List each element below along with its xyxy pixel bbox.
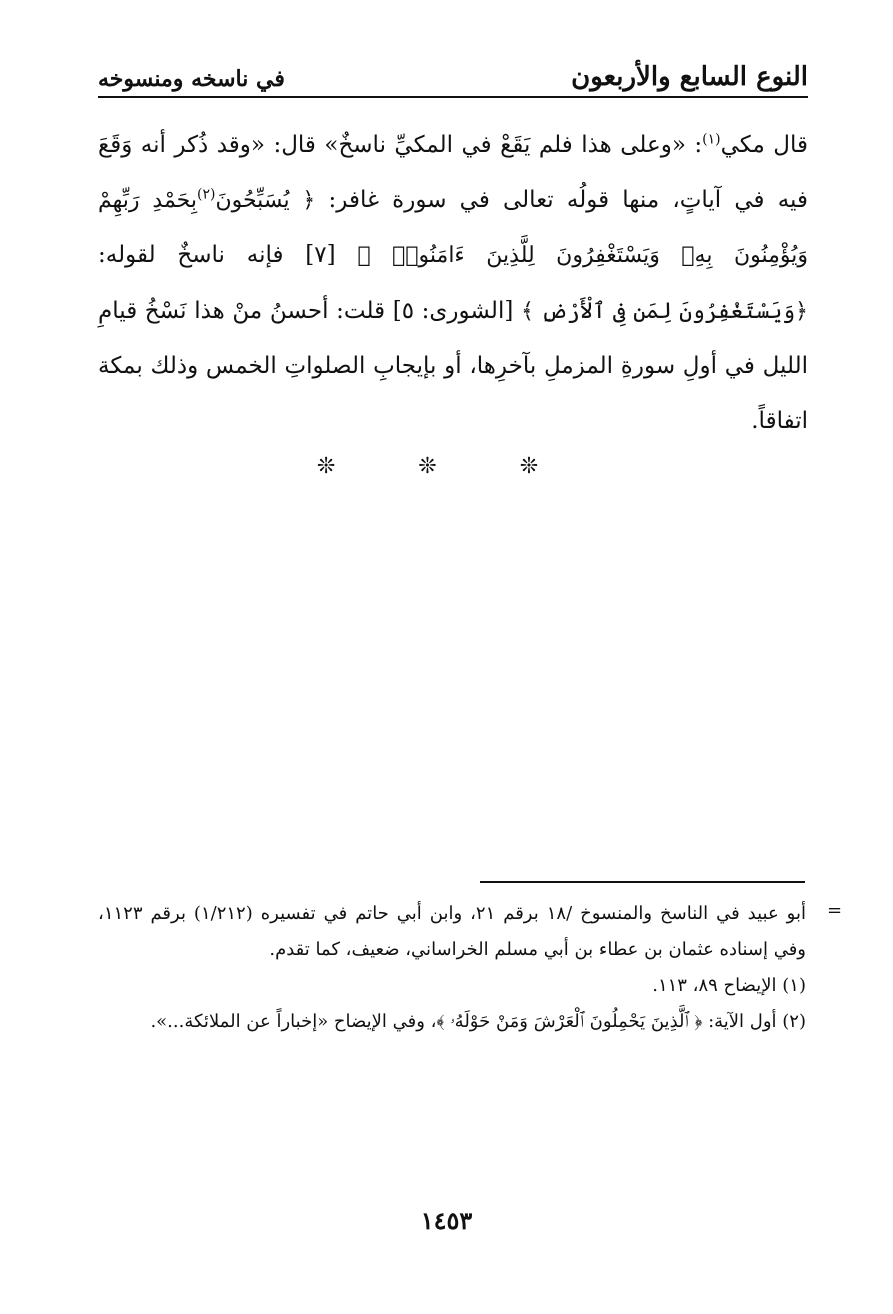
continuation-mark: = xyxy=(827,900,843,921)
page-number: ١٤٥٣ xyxy=(420,1206,473,1235)
chapter-title: النوع السابع والأربعون xyxy=(571,62,808,92)
footnotes xyxy=(98,896,806,1040)
main-paragraph xyxy=(98,118,808,448)
footnote-divider xyxy=(480,881,805,883)
text-run: (٢) أول الآية: xyxy=(708,1011,806,1032)
footnote-1: (١) الإيضاح ٨٩، ١١٣. xyxy=(652,975,806,996)
quran-verse: ﴿ يُسَبِّحُونَ xyxy=(215,187,316,213)
footnote-ref-2: (٢) xyxy=(196,185,216,202)
footnote-2 xyxy=(98,1004,806,1040)
text-run: [٧] فإنه ناسخٌ لقوله: xyxy=(98,242,336,268)
running-header xyxy=(98,52,808,92)
quran-verse: ﴿ ٱلَّذِينَ يَحْمِلُونَ ٱلْعَرْشَ وَمَنْ حَوْلَهُۥ ﴾ xyxy=(436,1011,703,1032)
section-title: في ناسخه ومنسوخه xyxy=(98,66,285,92)
text-run: ، وفي الإيضاح «إخباراً عن الملائكة...». xyxy=(150,1011,437,1032)
quran-verse: ﴿وَيَسْتَغْفِرُونَ لِمَن فِى ٱلْأَرْضِ ﴾ xyxy=(520,298,808,324)
header-divider xyxy=(98,96,808,98)
text-run: [الشورى: ٥] قلت: أحسنُ منْ هذا نَسْخُ قيامِ الليل في أولِ سورةِ المزملِ بآخرِها، أو بإيجابِ الصلواتِ الخمس وذلك بمكة اتفاقاً. xyxy=(98,297,808,434)
section-separator: ❊ ❊ ❊ xyxy=(316,454,577,479)
footnote-ref-1: (١) xyxy=(702,131,721,148)
text-run: قال مكي xyxy=(720,132,809,158)
text-run: : «وعلى هذا فلم يَقَعْ في المكيِّ ناسخٌ» قال: «وقد ذُكر أنه وَقَعَ فيه في آياتٍ، منها قولُه تعالى في سورة غافر: xyxy=(98,132,808,213)
footnote-continued: أبو عبيد في الناسخ والمنسوخ /١٨ برقم ٢١، وابن أبي حاتم في تفسيره (١/٢١٢) برقم ١١٢٣، وفي إسناده عثمان بن عطاء بن أبي مسلم الخراساني، ضعيف، كما تقدم. xyxy=(98,903,806,960)
main-text xyxy=(98,118,808,448)
quran-verse: بِحَمْدِ رَبِّهِمْ وَيُؤْمِنُونَ بِهِۦ وَيَسْتَغْفِرُونَ لِلَّذِينَ ءَامَنُوا۟ ﴾ xyxy=(98,187,809,268)
